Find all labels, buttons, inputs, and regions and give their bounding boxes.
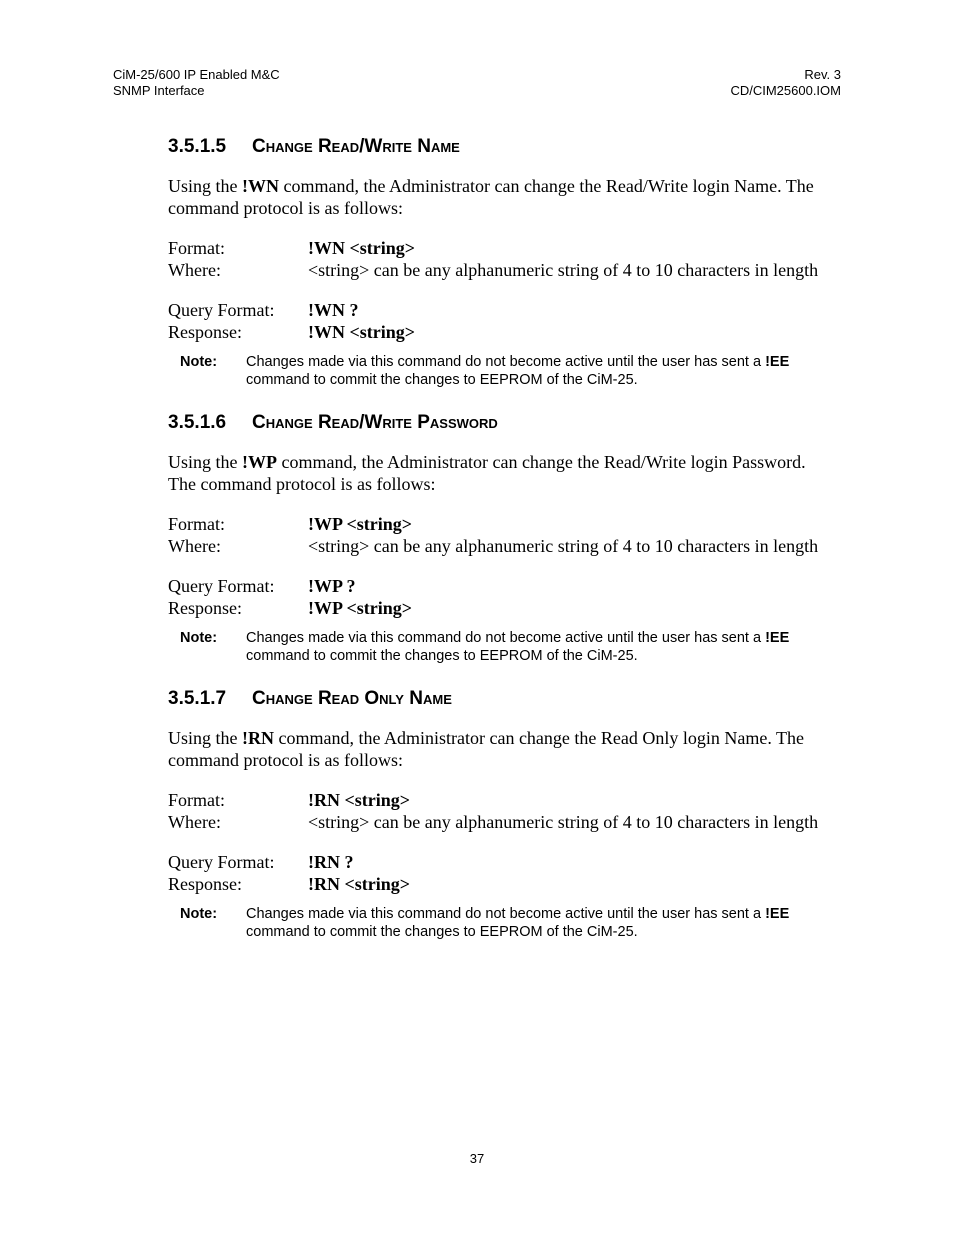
intro-text: command protocol is as follows: — [168, 750, 403, 770]
note-text — [246, 629, 846, 665]
response-label: Response: — [168, 598, 242, 618]
section-change-read-only-name — [168, 688, 848, 941]
note-text — [246, 905, 846, 941]
intro-text: Using the — [168, 452, 242, 472]
section-heading — [168, 412, 848, 434]
intro-text: command, the Administrator can change the Read/Write login Password. — [277, 452, 806, 472]
format-value: !WP <string> — [308, 514, 413, 534]
intro-command: !WN — [242, 176, 279, 196]
note-line: Changes made via this command do not become active until the user has sent a — [246, 906, 766, 922]
where-label: Where: — [168, 812, 221, 832]
section-title: Change Read/Write Password — [252, 412, 498, 433]
command-query-block — [168, 575, 848, 619]
command-format-block — [168, 789, 848, 833]
response-value: !WN <string> — [308, 322, 416, 342]
note-block — [180, 905, 848, 941]
note-command: !EE — [765, 354, 790, 370]
command-format-block — [168, 513, 848, 557]
query-value: !WP ? — [308, 576, 356, 596]
intro-text: command, the Administrator can change the Read Only login Name. The — [274, 728, 805, 748]
response-value: !WP <string> — [308, 598, 413, 618]
note-line: Changes made via this command do not become active until the user has sent a — [246, 354, 766, 370]
intro-text: command, the Administrator can change the Read/Write login Name. The — [279, 176, 814, 196]
note-label: Note: — [180, 354, 218, 370]
section-change-read-write-name — [168, 136, 848, 389]
intro-text: Using the — [168, 176, 242, 196]
intro-text: Using the — [168, 728, 242, 748]
section-intro — [168, 451, 848, 495]
intro-command: !WP — [242, 452, 277, 472]
doc-revision: Rev. 3 — [804, 67, 841, 82]
response-value: !RN <string> — [308, 874, 411, 894]
format-label: Format: — [168, 238, 225, 258]
where-value: <string> can be any alphanumeric string of 4 to 10 characters in length — [308, 260, 819, 280]
note-label: Note: — [180, 906, 218, 922]
query-label: Query Format: — [168, 852, 275, 872]
note-line: command to commit the changes to EEPROM of the CiM-25. — [246, 372, 638, 388]
section-title: Change Read/Write Name — [252, 136, 460, 157]
section-title: Change Read Only Name — [252, 688, 452, 709]
section-change-read-write-password — [168, 412, 848, 665]
note-command: !EE — [765, 630, 790, 646]
note-block — [180, 629, 848, 665]
where-value: <string> can be any alphanumeric string of 4 to 10 characters in length — [308, 812, 819, 832]
response-label: Response: — [168, 874, 242, 894]
query-label: Query Format: — [168, 576, 275, 596]
intro-command: !RN — [242, 728, 274, 748]
note-line: command to commit the changes to EEPROM of the CiM-25. — [246, 924, 638, 940]
page-header-left — [113, 67, 280, 99]
note-block — [180, 353, 848, 389]
query-label: Query Format: — [168, 300, 275, 320]
section-number: 3.5.1.7 — [168, 688, 227, 709]
page-number: 37 — [469, 1151, 485, 1166]
section-number: 3.5.1.6 — [168, 412, 227, 433]
section-heading — [168, 688, 848, 710]
section-intro — [168, 175, 848, 219]
command-format-block — [168, 237, 848, 281]
note-command: !EE — [765, 906, 790, 922]
intro-text: command protocol is as follows: — [168, 198, 403, 218]
where-label: Where: — [168, 260, 221, 280]
where-label: Where: — [168, 536, 221, 556]
format-value: !WN <string> — [308, 238, 416, 258]
doc-id: CD/CIM25600.IOM — [730, 83, 841, 98]
doc-subtitle: SNMP Interface — [113, 83, 205, 98]
section-number: 3.5.1.5 — [168, 136, 227, 157]
note-line: Changes made via this command do not become active until the user has sent a — [246, 630, 766, 646]
intro-text: The command protocol is as follows: — [168, 474, 436, 494]
format-label: Format: — [168, 790, 225, 810]
command-query-block — [168, 851, 848, 895]
section-intro — [168, 727, 848, 771]
note-text — [246, 353, 846, 389]
query-value: !RN ? — [308, 852, 354, 872]
page-header-right — [730, 67, 841, 99]
format-label: Format: — [168, 514, 225, 534]
note-label: Note: — [180, 630, 218, 646]
note-line: command to commit the changes to EEPROM of the CiM-25. — [246, 648, 638, 664]
where-value: <string> can be any alphanumeric string of 4 to 10 characters in length — [308, 536, 819, 556]
doc-title: CiM-25/600 IP Enabled M&C — [113, 67, 280, 82]
section-heading — [168, 136, 848, 158]
format-value: !RN <string> — [308, 790, 411, 810]
query-value: !WN ? — [308, 300, 359, 320]
response-label: Response: — [168, 322, 242, 342]
command-query-block — [168, 299, 848, 343]
